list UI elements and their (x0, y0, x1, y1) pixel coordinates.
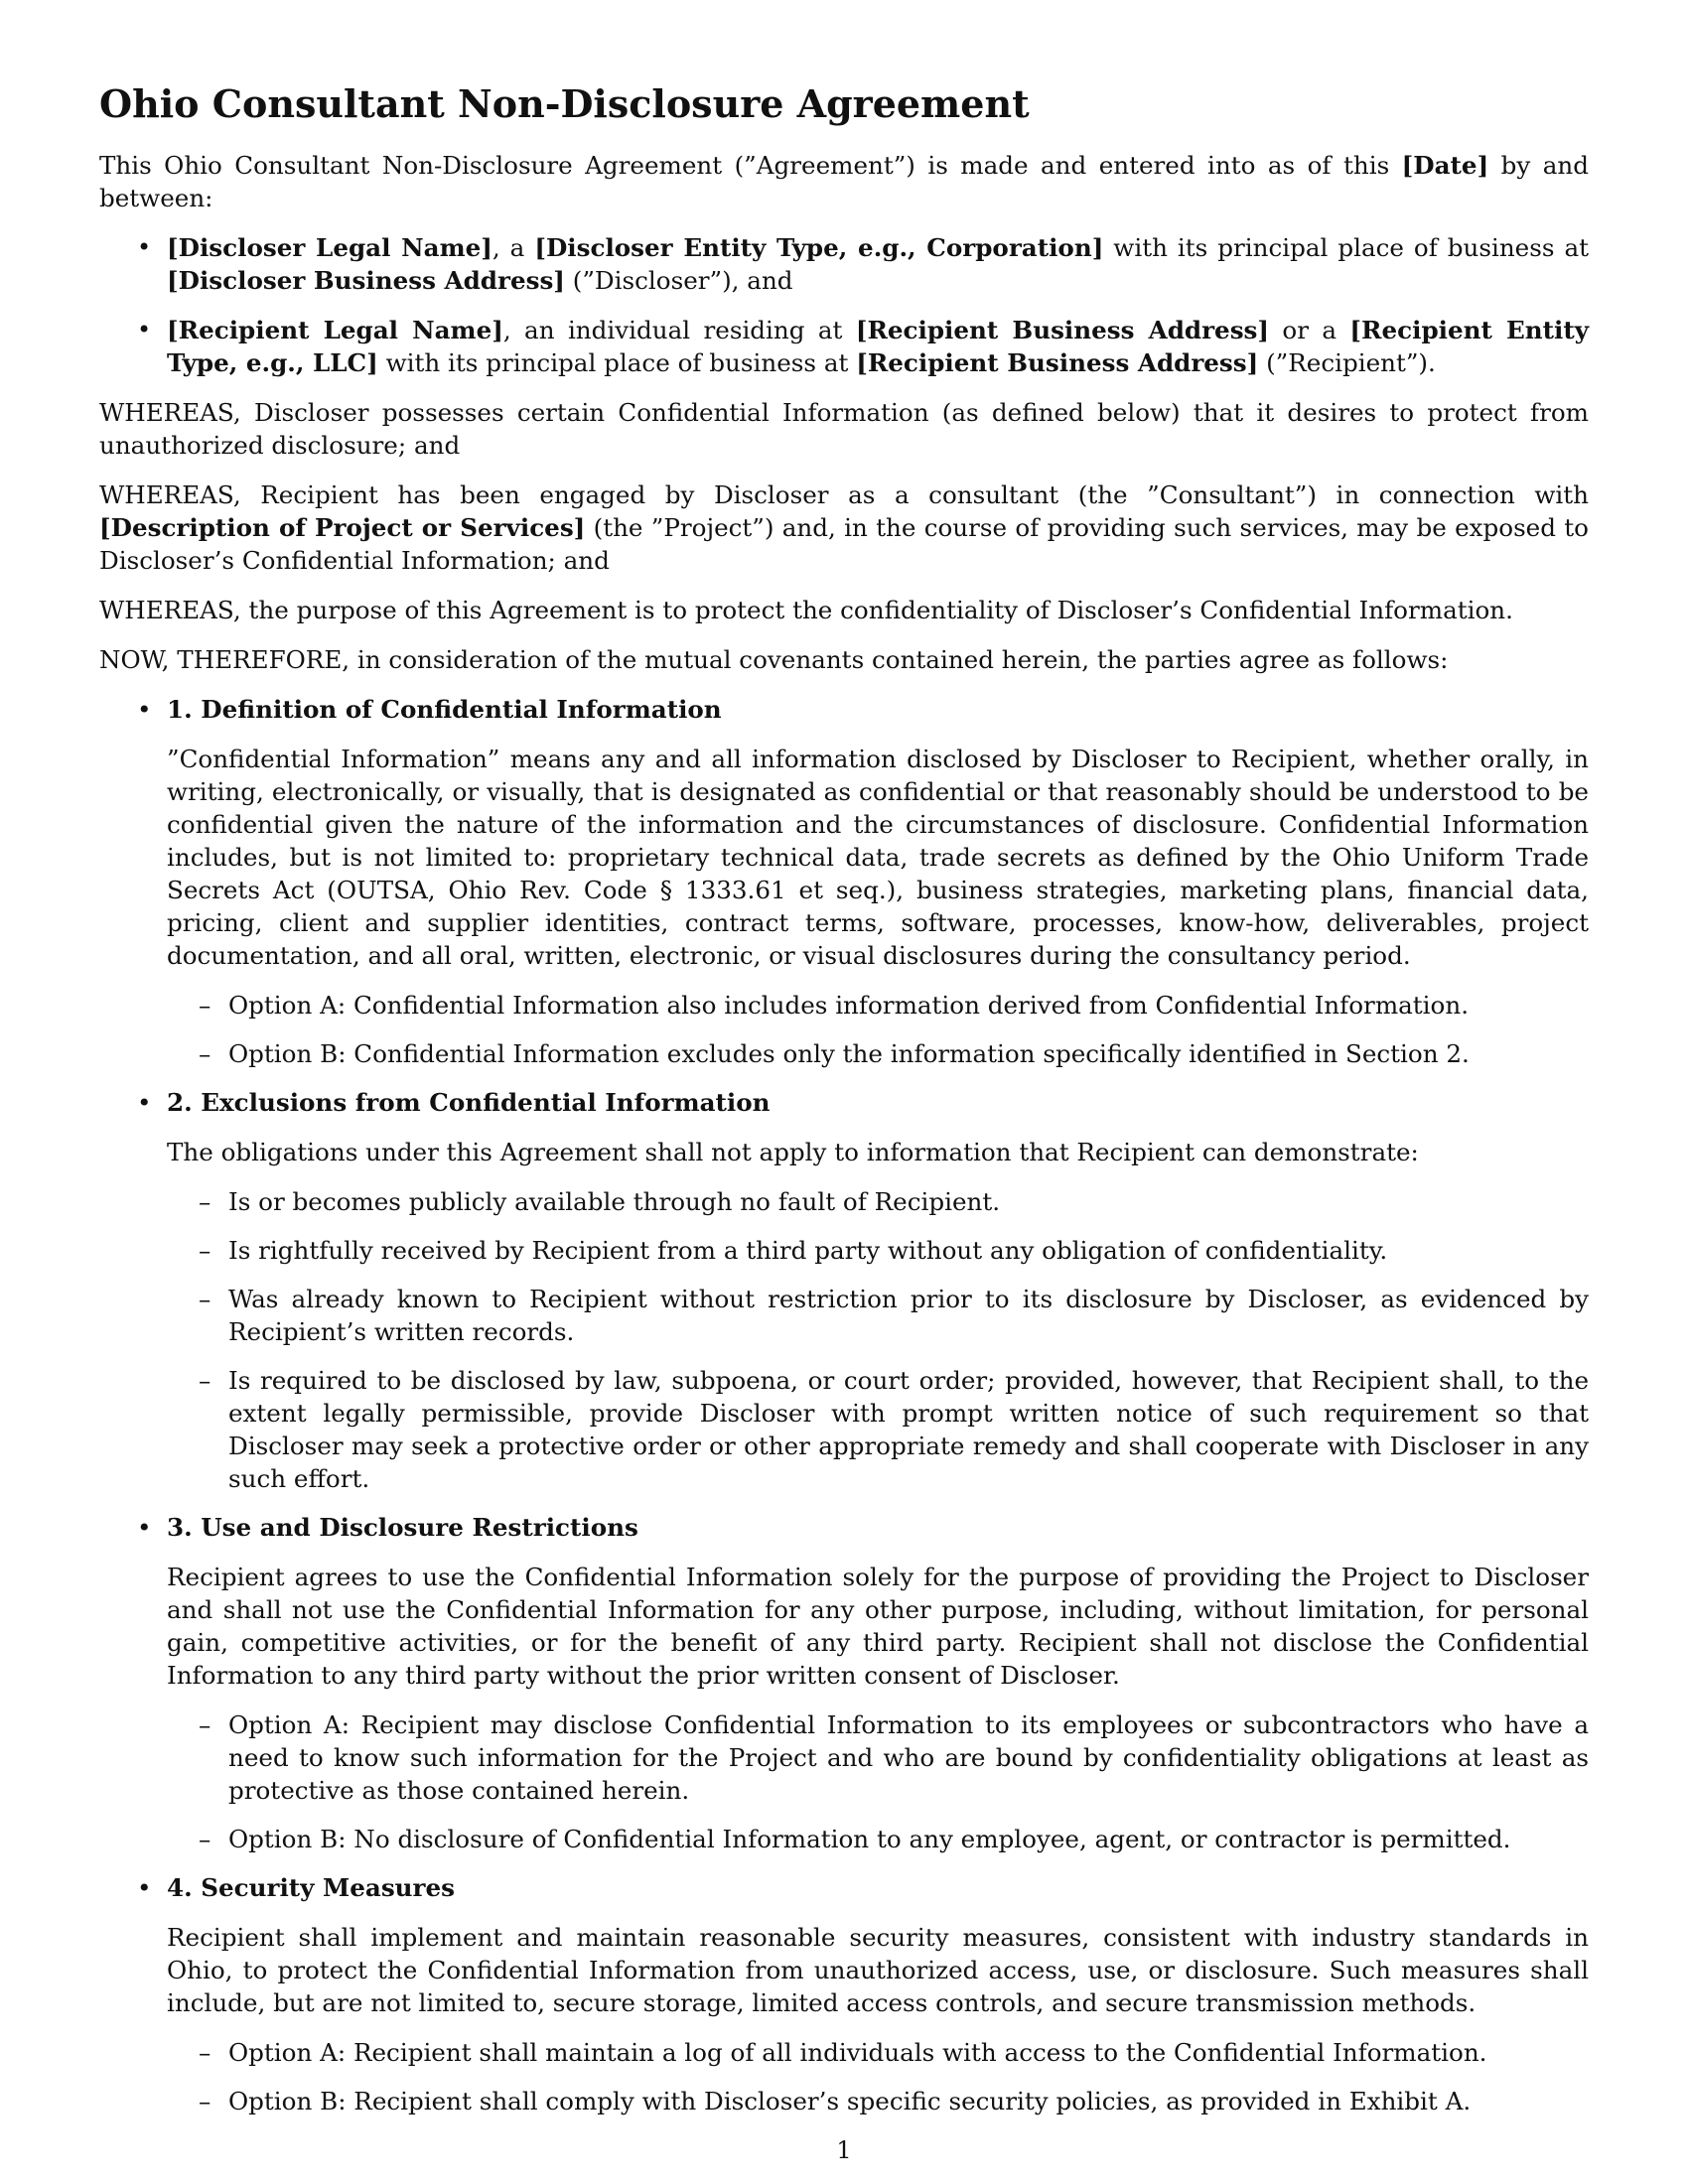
sections-list (99, 693, 1589, 2117)
recipient-entity-placeholder: [Recipient Entity Type, e.g., LLC] (167, 316, 1589, 377)
list-item: – Is rightfully received by Recipient from a third party without any obligation of confidentiality. (167, 1234, 1589, 1267)
parties-list (99, 231, 1589, 379)
discloser-name-placeholder: [Discloser Legal Name] (167, 233, 492, 262)
date-placeholder: [Date] (1401, 151, 1489, 180)
section-title: • 1. Definition of Confidential Information (167, 695, 722, 724)
intro-paragraph: This Ohio Consultant Non-Disclosure Agreement (”Agreement”) is made and entered into as of this [Date] by and between: (99, 151, 1589, 212)
section-options (167, 1708, 1589, 1855)
discloser-address-placeholder: [Discloser Business Address] (167, 266, 565, 295)
list-item: – Is or becomes publicly available through no fault of Recipient. (167, 1185, 1589, 1218)
section-title: • 2. Exclusions from Confidential Information (167, 1088, 771, 1117)
page-number: 1 (836, 2136, 852, 2164)
project-placeholder: [Description of Project or Services] (99, 513, 586, 542)
document-title: Ohio Consultant Non-Disclosure Agreement (99, 81, 1030, 126)
section-title: • 4. Security Measures (167, 1873, 455, 1902)
list-item: – Option B: No disclosure of Confidential Information to any employee, agent, or contractor is permitted. (167, 1823, 1589, 1855)
recipient-address-placeholder-2: [Recipient Business Address] (856, 348, 1259, 377)
section-options (167, 2036, 1589, 2117)
section-1 (99, 693, 1589, 1070)
section-body: ”Confidential Information” means any and all information disclosed by Discloser to Recipient, whether orally, in writing, electronically, or visually, that is designated as confidential or that reasonably should be understood to be confidential given the nature of the information and the circumstances of disclosure. Confidential Information includes, but is not limited to: proprietary technical data, trade secrets as defined by the Ohio Uniform Trade Secrets Act (OUTSA, Ohio Rev. Code § 1333.61 et seq.), business strategies, marketing plans, financial data, pricing, client and supplier identities, contract terms, software, processes, know-how, deliverables, project documentation, and all oral, written, electronic, or visual disclosures during the consultancy period. (167, 745, 1589, 970)
list-item: – Option B: Recipient shall comply with Discloser’s specific security policies, as provided in Exhibit A. (167, 2085, 1589, 2117)
section-2 (99, 1086, 1589, 1495)
section-body: Recipient shall implement and maintain reasonable security measures, consistent with industry standards in Ohio, to protect the Confidential Information from unauthorized access, use, or disclosure. Such measures shall include, but are not limited to, secure storage, limited access controls, and secure transmission methods. (167, 1923, 1589, 2017)
discloser-entity-placeholder: [Discloser Entity Type, e.g., Corporation] (534, 233, 1104, 262)
whereas-paragraph-2: WHEREAS, Recipient has been engaged by Discloser as a consultant (the ”Consultant”) in connection with [Description of Project or Services] (the ”Project”) and, in the course of providing such services, may be exposed to Discloser’s Confidential Information; and (99, 480, 1589, 575)
whereas-paragraph-1: WHEREAS, Discloser possesses certain Confidential Information (as defined below) that it desires to protect from unauthorized disclosure; and (99, 398, 1589, 460)
list-item: – Option A: Confidential Information also includes information derived from Confidential Information. (167, 989, 1589, 1022)
list-item: – Option B: Confidential Information excludes only the information specifically identified in Section 2. (167, 1037, 1589, 1070)
list-item: – Option A: Recipient may disclose Confidential Information to its employees or subcontractors who have a need to know such information for the Project and who are bound by confidentiality obligations at least as protective as those contained herein. (167, 1708, 1589, 1807)
party-discloser: • [Discloser Legal Name], a [Discloser Entity Type, e.g., Corporation] with its principal place of business at [Discloser Business Address] (”Discloser”), and (99, 231, 1589, 297)
party-recipient: • [Recipient Legal Name], an individual residing at [Recipient Business Address] or a [Recipient Entity Type, e.g., LLC] with its principal place of business at [Recipient Business Address] (”Recipient”). (99, 314, 1589, 379)
section-body: Recipient agrees to use the Confidential Information solely for the purpose of providing the Project to Discloser and shall not use the Confidential Information for any other purpose, including, without limitation, for personal gain, competitive activities, or for the benefit of any third party. Recipient shall not disclose the Confidential Information to any third party without the prior written consent of Discloser. (167, 1563, 1589, 1690)
list-item: – Is required to be disclosed by law, subpoena, or court order; provided, however, that Recipient shall, to the extent legally permissible, provide Discloser with prompt written notice of such requirement so that Discloser may seek a protective order or other appropriate remedy and shall cooperate with Discloser in any such effort. (167, 1364, 1589, 1495)
section-title: • 3. Use and Disclosure Restrictions (167, 1513, 638, 1542)
section-body: The obligations under this Agreement shall not apply to information that Recipient can demonstrate: (167, 1138, 1419, 1166)
list-item: – Was already known to Recipient without restriction prior to its disclosure by Discloser, as evidenced by Recipient’s written records. (167, 1283, 1589, 1348)
section-3 (99, 1511, 1589, 1855)
recipient-address-placeholder: [Recipient Business Address] (855, 316, 1270, 344)
list-item: – Option A: Recipient shall maintain a log of all individuals with access to the Confidential Information. (167, 2036, 1589, 2069)
now-therefore-paragraph: NOW, THEREFORE, in consideration of the mutual covenants contained herein, the parties agree as follows: (99, 645, 1449, 674)
section-4 (99, 1871, 1589, 2117)
section-options (167, 989, 1589, 1070)
section-options (167, 1185, 1589, 1495)
whereas-paragraph-3: WHEREAS, the purpose of this Agreement is to protect the confidentiality of Discloser’s Confidential Information. (99, 596, 1513, 624)
document-content (99, 81, 1589, 2133)
recipient-name-placeholder: [Recipient Legal Name] (167, 316, 503, 344)
